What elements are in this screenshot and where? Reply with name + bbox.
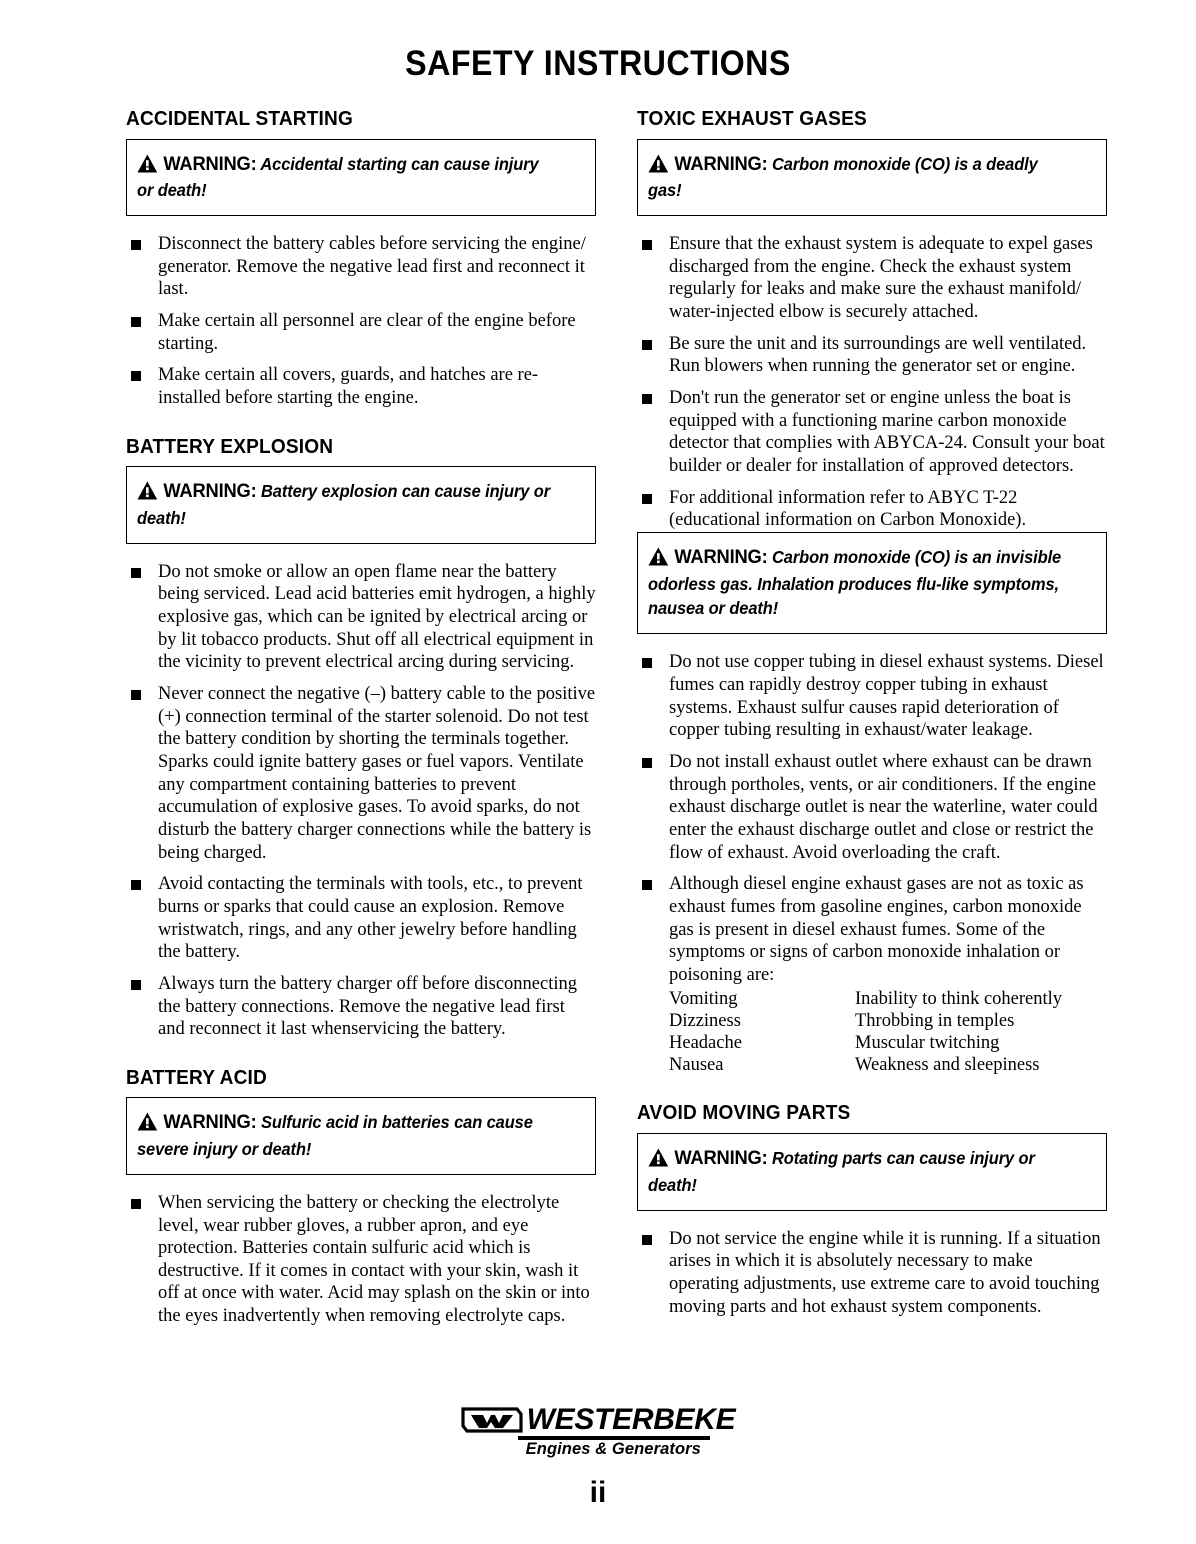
square-bullet-icon xyxy=(131,317,141,327)
warning-text-line xyxy=(137,151,556,204)
bullet-item xyxy=(637,333,1107,378)
bullet-text: For additional information refer to ABYC T-22 (educational information on Carbon Monoxide). xyxy=(669,487,1027,531)
bullet-item xyxy=(126,1192,596,1328)
bullet-text: Do not service the engine while it is running. If a situation arises in which it is absolutely necessary to make operating adjustments, use extreme care to avoid touching moving parts and hot exhaust system components. xyxy=(669,1228,1101,1317)
square-bullet-icon xyxy=(642,658,652,668)
warning-triangle-icon xyxy=(137,1112,158,1131)
warning-box xyxy=(637,532,1107,634)
section-heading: ACCIDENTAL STARTING xyxy=(126,107,354,130)
bullet-item xyxy=(637,651,1107,742)
square-bullet-icon xyxy=(642,1235,652,1245)
footer xyxy=(0,1405,1196,1459)
symptom-left: Headache xyxy=(669,1033,742,1054)
warning-message: Sulfuric acid in batteries can cause severe injury or death! xyxy=(137,1112,533,1160)
bullet-list xyxy=(126,233,596,410)
warning-triangle-icon xyxy=(137,154,158,173)
square-bullet-icon xyxy=(642,880,652,890)
bullet-text: Don't run the generator set or engine unless the boat is equipped with a functioning marine carbon monoxide detector that complies with ABYCA-24. Consult your boat builder or dealer for installation of approved detectors. xyxy=(669,387,1105,476)
warning-triangle-icon xyxy=(137,481,158,500)
bullet-text: Be sure the unit and its surroundings are well ventilated. Run blowers when running the generator set or engine. xyxy=(669,333,1087,377)
warning-label: WARNING: xyxy=(674,545,768,568)
warning-label: WARNING: xyxy=(163,480,257,503)
bullet-item xyxy=(126,233,596,301)
square-bullet-icon xyxy=(131,371,141,381)
square-bullet-icon xyxy=(131,980,141,990)
bullet-item xyxy=(126,683,596,864)
logo-underline xyxy=(518,1436,710,1440)
square-bullet-icon xyxy=(642,340,652,350)
square-bullet-icon xyxy=(131,240,141,250)
bullet-item xyxy=(126,873,596,964)
symptom-left: Vomiting xyxy=(669,989,738,1010)
square-bullet-icon xyxy=(131,690,141,700)
bullet-text: Disconnect the battery cables before servicing the engine/ generator. Remove the negative lead first and reconnect it last. xyxy=(158,234,586,300)
page-title: SAFETY INSTRUCTIONS xyxy=(405,44,791,83)
westerbeke-logo xyxy=(461,1405,736,1458)
section-heading: AVOID MOVING PARTS xyxy=(637,1101,851,1125)
page-number: ii xyxy=(589,1476,607,1509)
bullet-list xyxy=(126,561,596,1041)
square-bullet-icon xyxy=(131,880,141,890)
warning-triangle-icon xyxy=(648,1148,669,1167)
warning-triangle-icon xyxy=(648,547,669,566)
bullet-item xyxy=(637,873,1107,986)
bullet-text: Make certain all covers, guards, and hatches are re-installed before starting the engine. xyxy=(158,365,539,408)
square-bullet-icon xyxy=(642,240,652,250)
bullet-text: Avoid contacting the terminals with tools, etc., to prevent burns or sparks that could cause an explosion. Remove wristwatch, rings, and any other jewelry before handling the battery. xyxy=(158,874,583,963)
symptom-row xyxy=(669,1032,1107,1054)
warning-triangle-icon xyxy=(648,154,669,173)
bullet-list xyxy=(637,1228,1107,1319)
symptom-table xyxy=(669,988,1107,1076)
warning-text-line xyxy=(137,478,556,531)
bullet-item xyxy=(637,487,1107,532)
bullet-list xyxy=(126,1192,596,1328)
bullet-list xyxy=(637,233,1107,532)
bullet-text: Do not smoke or allow an open flame near the battery being serviced. Lead acid batteries emit hydrogen, a highly explosive gas, which can be ignited by electrical arcing or by lit tobacco products. Shut off all electrical equipment in the vicinity to prevent electrical arcing during servicing. xyxy=(158,561,596,673)
warning-message: Carbon monoxide (CO) is an invisible odorless gas. Inhalation produces flu-like symptoms, nausea or death! xyxy=(648,546,1062,619)
brand-name: WESTERBEKE xyxy=(526,1403,736,1436)
warning-text-line xyxy=(648,544,1067,621)
bullet-text: Do not use copper tubing in diesel exhaust systems. Diesel fumes can rapidly destroy copper tubing in exhaust systems. Exhaust sulfur causes rapid deterioration of copper tubing resulting in exhaust/water leakage. xyxy=(669,652,1104,741)
warning-box xyxy=(637,1133,1107,1211)
symptom-left: Nausea xyxy=(669,1055,724,1076)
square-bullet-icon xyxy=(131,1199,141,1209)
symptom-right: Weakness and sleepiness xyxy=(855,1055,1040,1076)
symptom-row xyxy=(669,1054,1107,1076)
bullet-item xyxy=(637,387,1107,478)
warning-label: WARNING: xyxy=(163,152,257,175)
bullet-text: Although diesel engine exhaust gases are not as toxic as exhaust fumes from gasoline engines, carbon monoxide gas is present in diesel exhaust fumes. Some of the symptoms or signs of carbon monoxide inhalation or poisoning are: xyxy=(669,874,1084,985)
section-heading: BATTERY EXPLOSION xyxy=(126,434,334,458)
warning-text-line xyxy=(648,1145,1067,1198)
symptom-row xyxy=(669,988,1107,1010)
bullet-item xyxy=(637,751,1107,864)
bullet-item xyxy=(126,364,596,409)
warning-box xyxy=(126,1097,596,1175)
right-column xyxy=(637,108,1107,1318)
warning-label: WARNING: xyxy=(163,1111,257,1134)
bullet-item xyxy=(637,233,1107,324)
bullet-item xyxy=(637,1228,1107,1319)
bullet-item xyxy=(126,561,596,674)
bullet-text: Make certain all personnel are clear of the engine before starting. xyxy=(158,311,576,354)
bullet-text: Ensure that the exhaust system is adequate to expel gases discharged from the engine. Check the exhaust system regularly for leaks and make sure the exhaust manifold/ water-injected elbow is securely attached. xyxy=(669,234,1093,323)
warning-box xyxy=(637,139,1107,217)
bullet-list xyxy=(637,651,1107,986)
warning-message: Rotating parts can cause injury or death! xyxy=(648,1148,1035,1195)
section-heading: TOXIC EXHAUST GASES xyxy=(637,107,867,130)
bullet-text: Never connect the negative (–) battery cable to the positive (+) connection terminal of the starter solenoid. Do not test the battery condition by shorting the terminals together. Sparks could ignite battery gases or fuel vapors. Ventilate any compartment containing batteries to prevent accumulation of explosive gases. To avoid sparks, do not disturb the battery charger connections while the battery is being charged. xyxy=(158,683,596,863)
warning-text-line xyxy=(648,151,1067,204)
square-bullet-icon xyxy=(642,758,652,768)
symptom-row xyxy=(669,1010,1107,1032)
warning-label: WARNING: xyxy=(674,152,768,175)
bullet-item xyxy=(126,973,596,1041)
brand-tagline: Engines & Generators xyxy=(525,1440,701,1458)
bullet-text: When servicing the battery or checking the electrolyte level, wear rubber gloves, a rubber apron, and eye protection. Batteries contain sulfuric acid which is destructive. If it comes in contact with your skin, wash it off at once with water. Acid may splash on the skin or into the eyes inadvertently when removing electrolyte caps. xyxy=(158,1192,590,1327)
bullet-item xyxy=(126,310,596,355)
warning-label: WARNING: xyxy=(674,1147,768,1169)
section-heading: BATTERY ACID xyxy=(126,1065,267,1089)
warning-box xyxy=(126,466,596,544)
square-bullet-icon xyxy=(642,394,652,404)
warning-text-line xyxy=(137,1109,556,1162)
warning-message: Carbon monoxide (CO) is a deadly gas! xyxy=(648,153,1038,201)
warning-message: Accidental starting can cause injury or death! xyxy=(137,153,539,201)
symptom-right: Muscular twitching xyxy=(855,1033,1000,1054)
bullet-text: Do not install exhaust outlet where exhaust can be drawn through portholes, vents, or air conditioners. If the engine exhaust discharge outlet is near the waterline, water could enter the exhaust discharge outlet and close or restrict the flow of exhaust. Avoid overloading the craft. xyxy=(669,751,1098,863)
left-column xyxy=(126,108,596,1328)
warning-message: Battery explosion can cause injury or death! xyxy=(137,481,551,528)
symptom-right: Inability to think coherently xyxy=(855,989,1063,1010)
warning-box xyxy=(126,139,596,217)
square-bullet-icon xyxy=(642,494,652,504)
bullet-text: Always turn the battery charger off before disconnecting the battery connections. Remove the negative lead first and reconnect it last whenservicing the battery. xyxy=(158,973,578,1040)
westerbeke-w-mark-icon xyxy=(461,1405,523,1435)
symptom-left: Dizziness xyxy=(669,1011,741,1032)
symptom-right: Throbbing in temples xyxy=(855,1011,1015,1032)
square-bullet-icon xyxy=(131,568,141,578)
